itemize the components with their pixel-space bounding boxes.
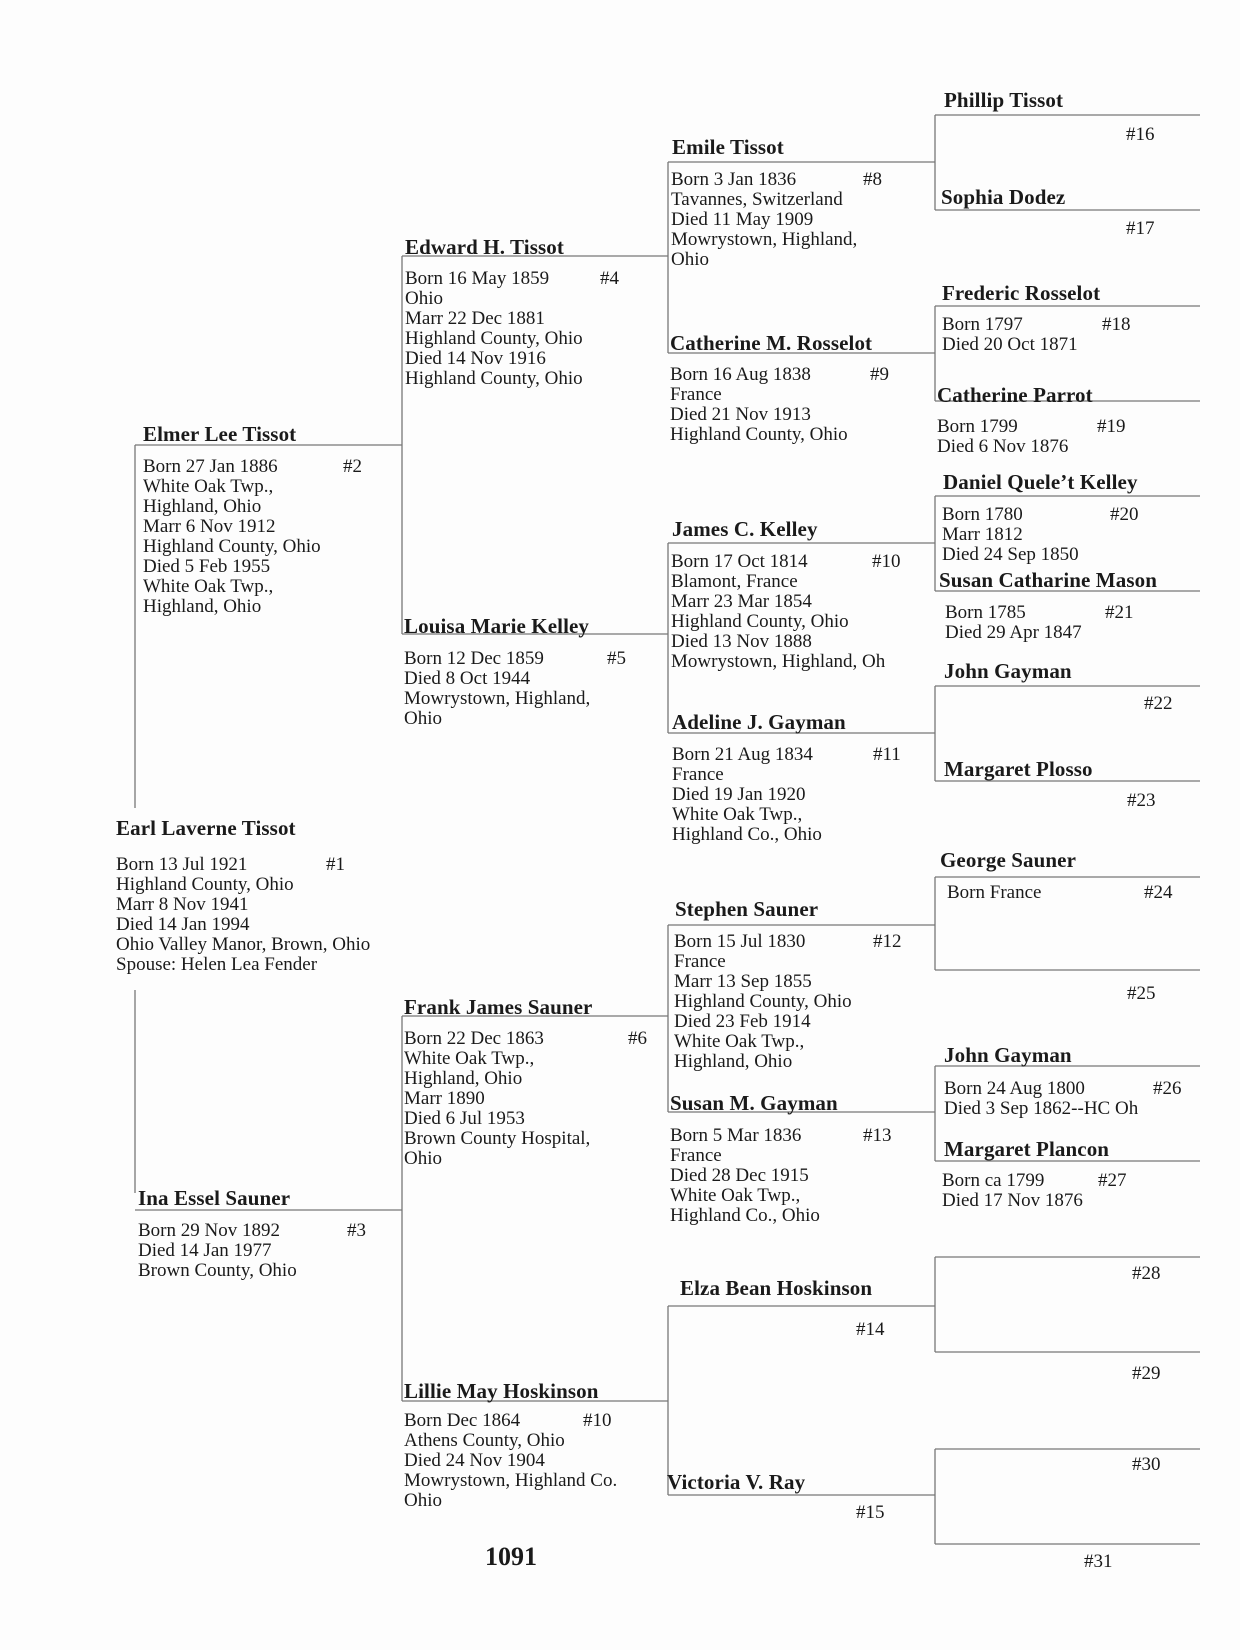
person-6-line: Highland, Ohio — [404, 1068, 523, 1089]
person-9-number: #9 — [870, 364, 889, 385]
person-18-details — [942, 315, 1078, 355]
person-14-number: #14 — [856, 1319, 885, 1340]
person-10-line: Blamont, France — [671, 571, 798, 592]
person-10-name: James C. Kelley — [672, 517, 818, 541]
person-3-line: Brown County, Ohio — [138, 1260, 297, 1281]
person-18-number: #18 — [1102, 314, 1131, 335]
person-8-name: Emile Tissot — [672, 135, 784, 159]
person-26-line: Born 24 Aug 1800 — [944, 1078, 1085, 1099]
person-2-number: #2 — [343, 456, 362, 477]
person-17-name: Sophia Dodez — [941, 185, 1066, 209]
person-2-line: Marr 6 Nov 1912 — [143, 516, 276, 537]
person-22-number: #22 — [1144, 693, 1173, 714]
person-6-line: Died 6 Jul 1953 — [404, 1108, 525, 1129]
person-31-number: #31 — [1084, 1551, 1113, 1572]
person-25-number: #25 — [1127, 983, 1156, 1004]
person-18-line: Born 1797 — [942, 314, 1023, 335]
person-12-line: Highland County, Ohio — [674, 991, 852, 1012]
person-20-name: Daniel Quele’t Kelley — [943, 470, 1138, 494]
person-24-number: #24 — [1144, 882, 1173, 903]
person-12-name: Stephen Sauner — [675, 897, 819, 921]
person-11-number: #11 — [873, 744, 901, 765]
person-2-line: Highland, Ohio — [143, 496, 262, 517]
person-26-line: Died 3 Sep 1862--HC Oh — [944, 1098, 1139, 1119]
person-9-line: France — [670, 384, 722, 405]
person-10-line: Highland County, Ohio — [671, 611, 849, 632]
person-16-number: #16 — [1126, 124, 1155, 145]
person-12-line: Marr 13 Sep 1855 — [674, 971, 812, 992]
person-7-number: #10 — [583, 1410, 612, 1431]
person-13-line: France — [670, 1145, 722, 1166]
person-20-line: Marr 1812 — [942, 524, 1023, 545]
person-10-line: Born 17 Oct 1814 — [671, 551, 808, 572]
person-19-line: Died 6 Nov 1876 — [937, 436, 1069, 457]
person-19-line: Born 1799 — [937, 416, 1018, 437]
person-1-line: Born 13 Jul 1921 — [116, 854, 248, 875]
person-7-line: Mowrystown, Highland Co. — [404, 1470, 618, 1491]
person-1-line: Ohio Valley Manor, Brown, Ohio — [116, 934, 371, 955]
person-10-line: Marr 23 Mar 1854 — [671, 591, 812, 612]
person-22-name: John Gayman — [944, 659, 1072, 683]
person-21-details — [945, 603, 1082, 643]
person-11-line: Born 21 Aug 1834 — [672, 744, 813, 765]
person-9-line: Died 21 Nov 1913 — [670, 404, 811, 425]
person-13-line: Born 5 Mar 1836 — [670, 1125, 802, 1146]
person-11-name: Adeline J. Gayman — [672, 710, 846, 734]
person-27-line: Died 17 Nov 1876 — [942, 1190, 1083, 1211]
person-24-name: George Sauner — [940, 848, 1077, 872]
person-2-line: Highland County, Ohio — [143, 536, 321, 557]
person-8-number: #8 — [863, 169, 882, 190]
person-10-line: Died 13 Nov 1888 — [671, 631, 812, 652]
person-20-line: Died 24 Sep 1850 — [942, 544, 1079, 565]
person-2-line: Highland, Ohio — [143, 596, 262, 617]
person-6-number: #6 — [628, 1028, 647, 1049]
person-7-line: Ohio — [404, 1490, 442, 1511]
person-11-details — [672, 745, 822, 845]
person-16-name: Phillip Tissot — [944, 88, 1064, 112]
person-11-line: Died 19 Jan 1920 — [672, 784, 806, 805]
person-3-details — [138, 1221, 297, 1281]
person-5-line: Died 8 Oct 1944 — [404, 668, 531, 689]
person-23-number: #23 — [1127, 790, 1156, 811]
person-6-line: Marr 1890 — [404, 1088, 485, 1109]
person-4-line: Highland County, Ohio — [405, 328, 583, 349]
person-8-details — [671, 170, 857, 270]
person-9-name: Catherine M. Rosselot — [670, 331, 873, 355]
person-13-line: Highland Co., Ohio — [670, 1205, 820, 1226]
person-15-number: #15 — [856, 1502, 885, 1523]
person-18-line: Died 20 Oct 1871 — [942, 334, 1078, 355]
person-8-line: Mowrystown, Highland, — [671, 229, 858, 250]
person-20-number: #20 — [1110, 504, 1139, 525]
person-15-name: Victoria V. Ray — [667, 1470, 806, 1494]
person-4-number: #4 — [600, 268, 619, 289]
person-5-number: #5 — [607, 648, 626, 669]
person-4-name: Edward H. Tissot — [405, 235, 564, 259]
person-3-number: #3 — [347, 1220, 366, 1241]
person-12-line: Born 15 Jul 1830 — [674, 931, 806, 952]
person-21-name: Susan Catharine Mason — [939, 568, 1157, 592]
person-30-number: #30 — [1132, 1454, 1161, 1475]
person-7-name: Lillie May Hoskinson — [404, 1379, 599, 1403]
person-19-details — [937, 417, 1068, 457]
person-18-name: Frederic Rosselot — [942, 281, 1101, 305]
person-21-line: Born 1785 — [945, 602, 1026, 623]
person-3-name: Ina Essel Sauner — [138, 1186, 291, 1210]
person-5-line: Ohio — [404, 708, 442, 729]
person-4-details — [405, 269, 583, 389]
person-17-number: #17 — [1126, 218, 1155, 239]
person-2-line: White Oak Twp., — [143, 476, 274, 497]
person-7-line: Athens County, Ohio — [404, 1430, 565, 1451]
person-5-line: Born 12 Dec 1859 — [404, 648, 544, 669]
person-4-line: Died 14 Nov 1916 — [405, 348, 546, 369]
person-24-details — [947, 883, 1041, 903]
person-1-line: Marr 8 Nov 1941 — [116, 894, 249, 915]
person-8-line: Born 3 Jan 1836 — [671, 169, 797, 190]
person-11-line: White Oak Twp., — [672, 804, 803, 825]
person-4-line: Marr 22 Dec 1881 — [405, 308, 545, 329]
person-5-line: Mowrystown, Highland, — [404, 688, 591, 709]
person-2-line: Died 5 Feb 1955 — [143, 556, 271, 577]
person-21-number: #21 — [1105, 602, 1134, 623]
person-8-line: Ohio — [671, 249, 709, 270]
page-number: 1091 — [485, 1542, 537, 1571]
person-6-line: Ohio — [404, 1148, 442, 1169]
person-13-line: Died 28 Dec 1915 — [670, 1165, 809, 1186]
person-12-details — [674, 932, 852, 1072]
person-10-details — [671, 552, 885, 672]
person-27-details — [942, 1171, 1083, 1211]
person-4-line: Ohio — [405, 288, 443, 309]
person-26-name: John Gayman — [944, 1043, 1072, 1067]
person-8-line: Died 11 May 1909 — [671, 209, 814, 230]
person-4-line: Highland County, Ohio — [405, 368, 583, 389]
person-7-line: Born Dec 1864 — [404, 1410, 521, 1431]
person-26-number: #26 — [1153, 1078, 1182, 1099]
person-24-line: Born France — [947, 882, 1042, 903]
person-26-details — [944, 1079, 1138, 1119]
person-3-line: Died 14 Jan 1977 — [138, 1240, 272, 1261]
person-9-line: Born 16 Aug 1838 — [670, 364, 811, 385]
person-12-line: White Oak Twp., — [674, 1031, 805, 1052]
person-29-number: #29 — [1132, 1363, 1161, 1384]
person-27-number: #27 — [1098, 1170, 1127, 1191]
person-19-number: #19 — [1097, 416, 1126, 437]
person-19-name: Catherine Parrot — [937, 383, 1093, 407]
person-2-details — [143, 457, 321, 617]
person-6-line: White Oak Twp., — [404, 1048, 535, 1069]
person-6-name: Frank James Sauner — [404, 995, 593, 1019]
person-11-line: Highland Co., Ohio — [672, 824, 822, 845]
person-6-line: Brown County Hospital, — [404, 1128, 591, 1149]
person-12-number: #12 — [873, 931, 902, 952]
person-1-name: Earl Laverne Tissot — [116, 816, 296, 840]
person-2-line: White Oak Twp., — [143, 576, 274, 597]
person-10-line: Mowrystown, Highland, Oh — [671, 651, 886, 672]
person-27-line: Born ca 1799 — [942, 1170, 1045, 1191]
person-10-number: #10 — [872, 551, 901, 572]
person-2-line: Born 27 Jan 1886 — [143, 456, 278, 477]
person-27-name: Margaret Plancon — [944, 1137, 1110, 1161]
person-1-line: Died 14 Jan 1994 — [116, 914, 250, 935]
person-21-line: Died 29 Apr 1847 — [945, 622, 1082, 643]
person-28-number: #28 — [1132, 1263, 1161, 1284]
person-20-details — [942, 505, 1079, 565]
person-3-line: Born 29 Nov 1892 — [138, 1220, 280, 1241]
person-1-line: Highland County, Ohio — [116, 874, 294, 895]
person-13-number: #13 — [863, 1125, 892, 1146]
person-4-line: Born 16 May 1859 — [405, 268, 550, 289]
person-8-line: Tavannes, Switzerland — [671, 189, 843, 210]
person-5-name: Louisa Marie Kelley — [404, 614, 590, 638]
person-13-name: Susan M. Gayman — [670, 1091, 838, 1115]
person-14-name: Elza Bean Hoskinson — [680, 1276, 873, 1300]
person-23-name: Margaret Plosso — [944, 757, 1093, 781]
person-13-details — [670, 1126, 820, 1226]
person-20-line: Born 1780 — [942, 504, 1023, 525]
person-6-line: Born 22 Dec 1863 — [404, 1028, 544, 1049]
person-7-line: Died 24 Nov 1904 — [404, 1450, 545, 1471]
person-6-details — [404, 1029, 590, 1169]
person-5-details — [404, 649, 590, 729]
person-12-line: Died 23 Feb 1914 — [674, 1011, 811, 1032]
person-11-line: France — [672, 764, 724, 785]
person-1-number: #1 — [326, 854, 345, 875]
person-9-line: Highland County, Ohio — [670, 424, 848, 445]
person-9-details — [670, 365, 848, 445]
person-12-line: Highland, Ohio — [674, 1051, 793, 1072]
person-2-name: Elmer Lee Tissot — [143, 422, 297, 446]
person-12-line: France — [674, 951, 726, 972]
person-1-line: Spouse: Helen Lea Fender — [116, 954, 318, 975]
person-13-line: White Oak Twp., — [670, 1185, 801, 1206]
